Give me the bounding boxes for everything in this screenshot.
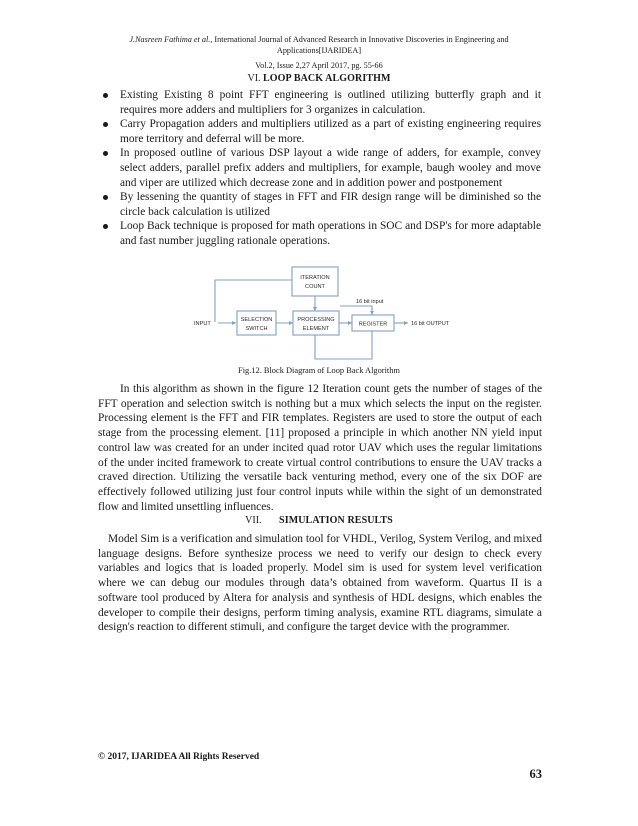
arrow-icon [232, 321, 236, 325]
section-6-number: VI. [247, 73, 261, 84]
bullet-icon [103, 151, 108, 156]
body-paragraph-1: In this algorithm as shown in the figure 12 Iteration count gets the number of stages of the FFT operation and selection switch is nothing but a mux which selects the input on the register. Processing element is the FFT and FIR templates. Registers are used to store the output of each stage from the processing element. [11] proposed a principle in which another NN yield input control law was created for an under incited quad rotor UAV which uses the regular limitations of the under incited framework to create virtual control contributions to ensure the UAV tracks a craved direction. Utilizing the versatile back venturing method, every one of the six DOF are effectively followed utilizing just four control inputs while within the sight of un demonstrated flow and limited unsettling influences. [98, 383, 542, 513]
header-journal-line2: Applications[IJARIDEA] [276, 46, 362, 55]
copyright-footer: © 2017, IJARIDEA All Rights Reserved [98, 752, 260, 762]
arrow-icon [348, 321, 352, 325]
arrow-icon [404, 321, 408, 325]
bullet-icon [103, 224, 108, 229]
section-6-title: LOOP BACK ALGORITHM [263, 73, 391, 84]
section-7-title: SIMULATION RESULTS [279, 515, 393, 526]
list-item: Carry Propagation adders and multipliers utilized as a part of existing engineering requires more territory and deferral will be more. [100, 117, 541, 146]
header-authors: J.Nasreen Fathima et al., [129, 35, 213, 44]
arrow-icon [370, 311, 374, 315]
list-item: Loop Back technique is proposed for math operations in SOC and DSP's for more adaptable and fast number juggling rationale operations. [100, 219, 541, 248]
bullet-icon [103, 195, 108, 200]
register-label: REGISTER [358, 321, 388, 328]
bit-output-label: 16 bit OUTPUT [411, 321, 450, 327]
iteration-label-1: ITERATION [300, 275, 330, 281]
list-item: In proposed outline of various DSP layout a wide range of adders, for example, convey select adders, parallel prefix adders and multipliers, for example, baugh wooley and move and viper are utilized which decrease zone and in addition power and postponement [100, 146, 541, 190]
line-16bit-input [340, 306, 372, 315]
bullet-icon [103, 122, 108, 127]
figure-caption: Fig.12. Block Diagram of Loop Back Algorithm [238, 366, 400, 375]
section-6-heading [0, 73, 638, 84]
arrow-icon [289, 321, 293, 325]
list-item: By lessening the quantity of stages in FFT and FIR design range will be diminished so the circle back calculation is utilized [100, 190, 541, 219]
body-paragraph-2: Model Sim is a verification and simulation tool for VHDL, Verilog, System Verilog, and mixed language designs. Before synthesize process we need to verify our design to check every variables and logics that is loaded properly. Model sim is used for system level verification where we can debug our modules through data’s obtained from waveform. Quartus II is a software tool produced by Altera for analysis and synthesis of HDL designs, which enables the developer to compile their designs, perform timing analysis, examine RTL diagrams, simulate a design's reaction to different stimuli, and configure the target device with the programmer. [98, 533, 542, 634]
section-7-heading [0, 515, 638, 526]
iteration-count-box [292, 267, 338, 296]
block-diagram [180, 264, 470, 364]
arrow-icon [313, 307, 317, 311]
processing-label-2: ELEMENT [302, 326, 330, 332]
running-header [80, 34, 558, 71]
page-number: 63 [529, 767, 542, 781]
bullet-list [100, 88, 541, 249]
header-volume: Vol.2, Issue 2,27 April 2017, pg. 55-66 [255, 61, 383, 70]
iteration-label-2: COUNT [305, 284, 325, 290]
input-label: INPUT [194, 321, 211, 327]
section-7-number: VII. [245, 515, 262, 526]
list-item: Existing Existing 8 point FFT engineering is outlined utilizing butterfly graph and it requires more adders and multipliers for 3 organizes in calculation. [100, 88, 541, 117]
selection-label-1: SELECTION [240, 317, 273, 323]
processing-label-1: PROCESSING [297, 317, 335, 323]
bit-input-label: 16 bit input [356, 299, 384, 305]
selection-label-2: SWITCH [245, 326, 268, 332]
bullet-icon [103, 93, 108, 98]
header-journal: International Journal of Advanced Research in Innovative Discoveries in Engineering and [212, 35, 509, 44]
